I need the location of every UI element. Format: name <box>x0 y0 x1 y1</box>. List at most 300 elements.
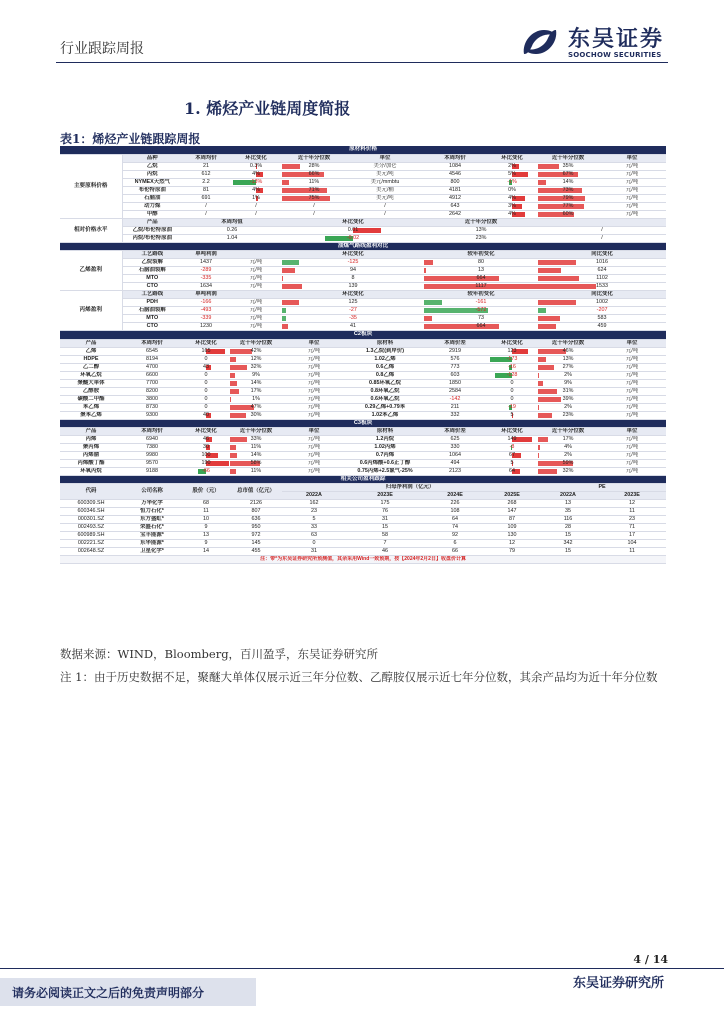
bar-cell <box>538 259 666 267</box>
bar-label: 77% <box>562 202 574 209</box>
stock-code: 002648.SZ <box>60 548 122 556</box>
bar-cell <box>538 460 598 468</box>
bar-label: 11% <box>250 444 262 451</box>
bar-cell <box>424 283 538 291</box>
column-header: 本周均价 <box>182 154 230 162</box>
spread: 2123 <box>424 468 486 476</box>
header-row <box>60 218 666 226</box>
table-row <box>60 395 666 403</box>
group-label: 主要原料价格 <box>60 154 122 218</box>
value-cell: 31 <box>282 548 346 556</box>
bar-label: 12% <box>250 355 262 362</box>
bar-label: / <box>313 210 315 217</box>
spread: 494 <box>424 460 486 468</box>
unit: 元/吨 <box>282 347 346 355</box>
brand-logo <box>520 22 680 66</box>
bar-label: 46% <box>562 347 574 354</box>
value-cell: 104 <box>598 540 666 548</box>
bar-label: 64 <box>509 468 515 475</box>
bar-label: 42% <box>250 347 262 354</box>
bar-label: 8 <box>351 275 355 282</box>
column-header: 近十年分位数 <box>538 428 598 436</box>
product-name: 乙烯 <box>60 347 122 355</box>
bar-cell <box>182 444 230 452</box>
bar-cell <box>538 299 666 307</box>
stock-code: 002221.SZ <box>60 540 122 548</box>
bar-cell <box>230 178 282 186</box>
value-cell: 6 <box>424 540 486 548</box>
raw-material: 1.2丙烷 <box>346 436 424 444</box>
value-cell: 92 <box>424 532 486 540</box>
footer-rule <box>0 968 724 969</box>
bar-label: 3% <box>508 202 516 209</box>
column-header: 单位 <box>282 339 346 347</box>
product-name: 丙烷/布伦特原油 <box>122 234 182 242</box>
spread: 773 <box>424 363 486 371</box>
raw-material: 0.6乙烯 <box>346 363 424 371</box>
unit: 元/吨 <box>230 267 282 275</box>
table-row <box>60 299 666 307</box>
ratio-value: 1.04 <box>182 234 282 242</box>
bar-label: 664 <box>476 275 486 282</box>
header-row <box>60 428 666 436</box>
bar-cell <box>424 323 538 331</box>
bar-cell <box>538 267 666 275</box>
bar-label: 17% <box>250 387 262 394</box>
price: 1084 <box>424 162 486 170</box>
bar-cell <box>486 460 538 468</box>
product-name: 聚丙烯 <box>60 444 122 452</box>
value-cell: 76 <box>346 508 424 516</box>
column-header: 单位 <box>598 428 666 436</box>
value-cell: 109 <box>486 524 538 532</box>
bar-cell <box>486 170 538 178</box>
product-name: 布伦特原油 <box>122 186 182 194</box>
company-name: 宝丰能源* <box>122 532 182 540</box>
bar-label: / <box>313 202 315 209</box>
stock-code: 000301.SZ <box>60 516 122 524</box>
price: 4181 <box>424 186 486 194</box>
bar-label: 71% <box>308 186 320 193</box>
band-row <box>60 242 666 250</box>
unit-profit: -339 <box>182 315 230 323</box>
column-header: PE <box>538 484 666 492</box>
bar-cell <box>230 403 282 411</box>
bar-cell <box>182 347 230 355</box>
bar-cell <box>486 403 538 411</box>
raw-material: 1.02丙烯 <box>346 444 424 452</box>
bar-cell <box>538 275 666 283</box>
bar-cell <box>230 387 282 395</box>
bar-label: 0% <box>508 186 516 193</box>
unit: 元/吨 <box>598 210 666 218</box>
bar-cell <box>538 452 598 460</box>
unit: 元/吨 <box>598 379 666 387</box>
table-row <box>60 226 666 234</box>
bar-label: -35 <box>349 315 357 322</box>
unit-profit: 1634 <box>182 283 230 291</box>
bar-cell <box>230 460 282 468</box>
bar-label: 32% <box>562 468 574 475</box>
bar-cell <box>538 403 598 411</box>
value-cell: 807 <box>230 508 282 516</box>
value-cell: 2126 <box>230 500 282 508</box>
column-header: 本周价差 <box>424 428 486 436</box>
column-header: 较年初变化 <box>424 251 538 259</box>
column-header: 本周均价 <box>424 154 486 162</box>
value-cell: 636 <box>230 516 282 524</box>
unit: 美分/加仑 <box>346 162 424 170</box>
stock-code: 600309.SH <box>60 500 122 508</box>
product-name: 丙烷 <box>122 170 182 178</box>
column-header: 环比变化 <box>282 218 424 226</box>
bar-cell <box>486 379 538 387</box>
bar-label: 459 <box>597 323 607 330</box>
bar-label: 73 <box>478 315 484 322</box>
product-name: HDPE <box>60 355 122 363</box>
bar-label: 30 <box>203 444 209 451</box>
unit: 元/吨 <box>282 403 346 411</box>
column-header: 近十年分位数 <box>538 339 598 347</box>
unit: 元/吨 <box>598 452 666 460</box>
header-row <box>60 251 666 259</box>
product-name: NYMEX天然气 <box>122 178 182 186</box>
value-cell: 64 <box>424 516 486 524</box>
price: 9570 <box>122 460 182 468</box>
unit-profit: -493 <box>182 307 230 315</box>
product-name: 甲醇 <box>122 210 182 218</box>
bar-label: 1102 <box>596 275 608 282</box>
bar-label: 27% <box>562 363 574 370</box>
value-cell: 116 <box>538 516 598 524</box>
column-header: 股价（元） <box>182 484 230 500</box>
year-header: 2022A <box>282 492 346 500</box>
value-cell: 35 <box>538 508 598 516</box>
stock-code: 002493.SZ <box>60 524 122 532</box>
column-header: 近十年分位数 <box>282 154 346 162</box>
value-cell: 15 <box>538 548 598 556</box>
bar-cell <box>424 275 538 283</box>
spread: 1850 <box>424 379 486 387</box>
process-route: CTO <box>122 323 182 331</box>
header-rule <box>56 62 668 63</box>
spread: 1064 <box>424 452 486 460</box>
bar-cell <box>538 363 598 371</box>
product-name: 环氧丙烷 <box>60 468 122 476</box>
value-cell: 23 <box>282 508 346 516</box>
column-header: 本周均价 <box>122 428 182 436</box>
table-row <box>60 516 666 524</box>
bar-cell <box>424 299 538 307</box>
percentile: 13% <box>424 226 538 234</box>
percentile: 23% <box>424 234 538 242</box>
band-route-profit: 油煤气路线盈利对比 <box>60 242 666 250</box>
bar-label: 0 <box>510 379 514 386</box>
bar-label: 67% <box>562 170 574 177</box>
unit: 美元/桶 <box>346 186 424 194</box>
bar-label: 47% <box>250 403 262 410</box>
column-header: 归母净利润（亿元） <box>282 484 538 492</box>
band-companies: 相关公司盈利跟踪 <box>60 476 666 484</box>
bar-cell <box>538 379 598 387</box>
bar-label: 0 <box>204 403 208 410</box>
unit: 美元/mmbtu <box>346 178 424 186</box>
column-header: 单位 <box>346 154 424 162</box>
bar-cell <box>538 162 598 170</box>
bar-cell <box>486 468 538 476</box>
column-header <box>230 291 282 299</box>
value-cell: 11 <box>182 508 230 516</box>
value-cell: 23 <box>598 516 666 524</box>
value-cell: 455 <box>230 548 282 556</box>
column-header: 同比变化 <box>538 251 666 259</box>
table-row <box>60 267 666 275</box>
table-row <box>60 371 666 379</box>
table-row <box>60 162 666 170</box>
tracking-table <box>60 146 666 564</box>
data-source: 数据来源：WIND，Bloomberg，百川盈孚，东吴证券研究所 <box>60 647 379 661</box>
process-route: 石脑油裂解 <box>122 267 182 275</box>
column-header: 公司名称 <box>122 484 182 500</box>
bar-cell <box>538 468 598 476</box>
process-route: CTO <box>122 283 182 291</box>
year-header: 2025E <box>486 492 538 500</box>
group-label: 相对价格水平 <box>60 218 122 242</box>
raw-material: 0.7丙烯 <box>346 452 424 460</box>
unit: 元/吨 <box>282 460 346 468</box>
bar-cell <box>486 210 538 218</box>
bar-cell <box>282 267 424 275</box>
column-header: 近十年分位数 <box>230 339 282 347</box>
bar-label: 80 <box>478 259 484 266</box>
bar-cell <box>538 315 666 323</box>
bar-label: 14% <box>250 379 262 386</box>
bar-label: 123 <box>507 347 517 354</box>
bar-label: -8 <box>509 444 515 451</box>
header-row <box>60 291 666 299</box>
value-cell: 74 <box>424 524 486 532</box>
price: 612 <box>182 170 230 178</box>
bar-label: 0.3% <box>249 162 263 169</box>
table-row <box>60 524 666 532</box>
unit: 元/吨 <box>282 444 346 452</box>
table-row <box>60 323 666 331</box>
price: 4912 <box>424 194 486 202</box>
bar-cell <box>424 315 538 323</box>
bar-label: -1% <box>507 178 517 185</box>
unit: 美元/吨 <box>346 194 424 202</box>
band-row <box>60 331 666 339</box>
unit: 元/吨 <box>598 363 666 371</box>
bar-cell <box>486 355 538 363</box>
bar-label: -0.02 <box>346 234 360 241</box>
product-name: 环氧乙烷 <box>60 371 122 379</box>
table-row <box>60 315 666 323</box>
bar-label: 0 <box>204 355 208 362</box>
bar-cell <box>230 194 282 202</box>
spread: 2584 <box>424 387 486 395</box>
bar-cell <box>230 210 282 218</box>
table-footnote: 注：带*为东吴证券研究所预测值，其余采用Wind一致预期，按【2024年2月2日】收盘价计算 <box>60 556 666 564</box>
spread: 576 <box>424 355 486 363</box>
bar-cell <box>282 202 346 210</box>
product-name: 聚苯乙烯 <box>60 411 122 419</box>
band-row <box>60 419 666 427</box>
bar-cell <box>486 387 538 395</box>
value-cell: 28 <box>538 524 598 532</box>
table-row <box>60 379 666 387</box>
bar-label: 1016 <box>596 259 609 266</box>
price: / <box>182 210 230 218</box>
value-cell: 147 <box>486 508 538 516</box>
bar-label: 1002 <box>596 299 609 306</box>
value-cell: 11 <box>598 548 666 556</box>
bar-label: 13 <box>478 267 484 274</box>
unit: 元/吨 <box>598 186 666 194</box>
bar-cell <box>182 460 230 468</box>
column-header: 环比变化 <box>282 251 424 259</box>
bar-label: -125 <box>347 259 359 266</box>
raw-material: 0.8乙烯 <box>346 371 424 379</box>
bar-label: 149 <box>507 436 517 443</box>
value-cell: 12 <box>598 500 666 508</box>
value-cell: 58 <box>346 532 424 540</box>
bar-label: 624 <box>597 267 607 274</box>
price: 6940 <box>122 436 182 444</box>
bar-label: 0 <box>510 395 514 402</box>
bar-label: 0.01 <box>347 226 359 233</box>
bar-cell <box>230 395 282 403</box>
table-row <box>60 170 666 178</box>
bar-cell <box>538 355 598 363</box>
unit: 元/吨 <box>598 202 666 210</box>
bar-cell <box>538 371 598 379</box>
band-row <box>60 146 666 154</box>
bar-label: -161 <box>475 299 487 306</box>
bar-label: 59% <box>562 460 574 467</box>
bar-label: 100 <box>201 452 211 459</box>
unit-profit: -289 <box>182 267 230 275</box>
value-cell: 15 <box>538 532 598 540</box>
year-header: 2023E <box>598 492 666 500</box>
company-name: 万华化学 <box>122 500 182 508</box>
product-name: 乙二醇 <box>60 363 122 371</box>
bar-cell <box>424 307 538 315</box>
price: 800 <box>424 178 486 186</box>
value-cell: 31 <box>346 516 424 524</box>
bar-cell <box>182 468 230 476</box>
value-cell: 33 <box>282 524 346 532</box>
band-c3: C3板块 <box>60 419 666 427</box>
bar-cell <box>282 178 346 186</box>
bar-cell <box>486 194 538 202</box>
bar-cell <box>230 170 282 178</box>
unit-profit: -335 <box>182 275 230 283</box>
price: 9980 <box>122 452 182 460</box>
product-name: 丙烯酸丁酯 <box>60 460 122 468</box>
band-row <box>60 476 666 484</box>
unit: 元/吨 <box>598 444 666 452</box>
unit: 元/吨 <box>230 323 282 331</box>
bar-label: 32% <box>250 363 262 370</box>
price: 6545 <box>122 347 182 355</box>
bar-cell <box>486 186 538 194</box>
column-header: 本周均值 <box>182 218 282 226</box>
column-header: 单位 <box>598 339 666 347</box>
bar-label: 1% <box>252 395 260 402</box>
column-header: 同比变化 <box>538 291 666 299</box>
product-name: 乙醇胺 <box>60 387 122 395</box>
bar-label: / <box>255 202 257 209</box>
bar-cell <box>486 395 538 403</box>
table-row <box>60 275 666 283</box>
bar-cell <box>282 299 424 307</box>
bar-label: 664 <box>476 323 486 330</box>
raw-material: 0.85环氧乙烷 <box>346 379 424 387</box>
table-row <box>60 210 666 218</box>
bar-label: 11% <box>250 468 262 475</box>
bar-label: 0 <box>204 387 208 394</box>
value-cell: 10 <box>182 516 230 524</box>
raw-material: 1.02苯乙烯 <box>346 411 424 419</box>
group-label: 乙烯盈利 <box>60 251 122 291</box>
company-name: 荣盛石化* <box>122 524 182 532</box>
bar-cell <box>538 395 598 403</box>
product-name: 碳酸二甲酯 <box>60 395 122 403</box>
bar-label: 60% <box>562 210 574 217</box>
value-cell: 145 <box>230 540 282 548</box>
bar-label: 39% <box>562 395 574 402</box>
price: 691 <box>182 194 230 202</box>
value-cell: 11 <box>598 508 666 516</box>
bar-label: 28% <box>308 162 320 169</box>
process-route: PDH <box>122 299 182 307</box>
bar-label: 5% <box>508 170 516 177</box>
bar-label: 2% <box>564 371 572 378</box>
table-row <box>60 186 666 194</box>
column-header: 总市值（亿元） <box>230 484 282 500</box>
value-cell: 68 <box>182 500 230 508</box>
bar-cell <box>282 194 346 202</box>
bar-cell <box>538 387 598 395</box>
value-cell: 9 <box>182 524 230 532</box>
bar-label: 17% <box>562 436 574 443</box>
unit: 元/吨 <box>282 387 346 395</box>
stock-code: 600346.SH <box>60 508 122 516</box>
bar-cell <box>486 178 538 186</box>
price: 7700 <box>122 379 182 387</box>
bar-cell <box>230 371 282 379</box>
value-cell: 0 <box>282 540 346 548</box>
bar-cell <box>538 411 598 419</box>
band-raw-prices: 原材料价格 <box>60 146 666 154</box>
value-cell: 972 <box>230 532 282 540</box>
bar-cell <box>182 355 230 363</box>
table-row <box>60 500 666 508</box>
price: 7380 <box>122 444 182 452</box>
bar-label: 0 <box>204 395 208 402</box>
bar-cell <box>486 436 538 444</box>
bar-label: 75% <box>308 194 320 201</box>
column-header: 本周价差 <box>424 339 486 347</box>
bar-cell <box>282 210 346 218</box>
product-name: 石脑油 <box>122 194 182 202</box>
column-header: 近十年分位数 <box>230 428 282 436</box>
bar-label: 1533 <box>596 283 609 290</box>
table-row <box>60 468 666 476</box>
column-header: 品种 <box>122 154 182 162</box>
bar-label: 4% <box>564 444 572 451</box>
